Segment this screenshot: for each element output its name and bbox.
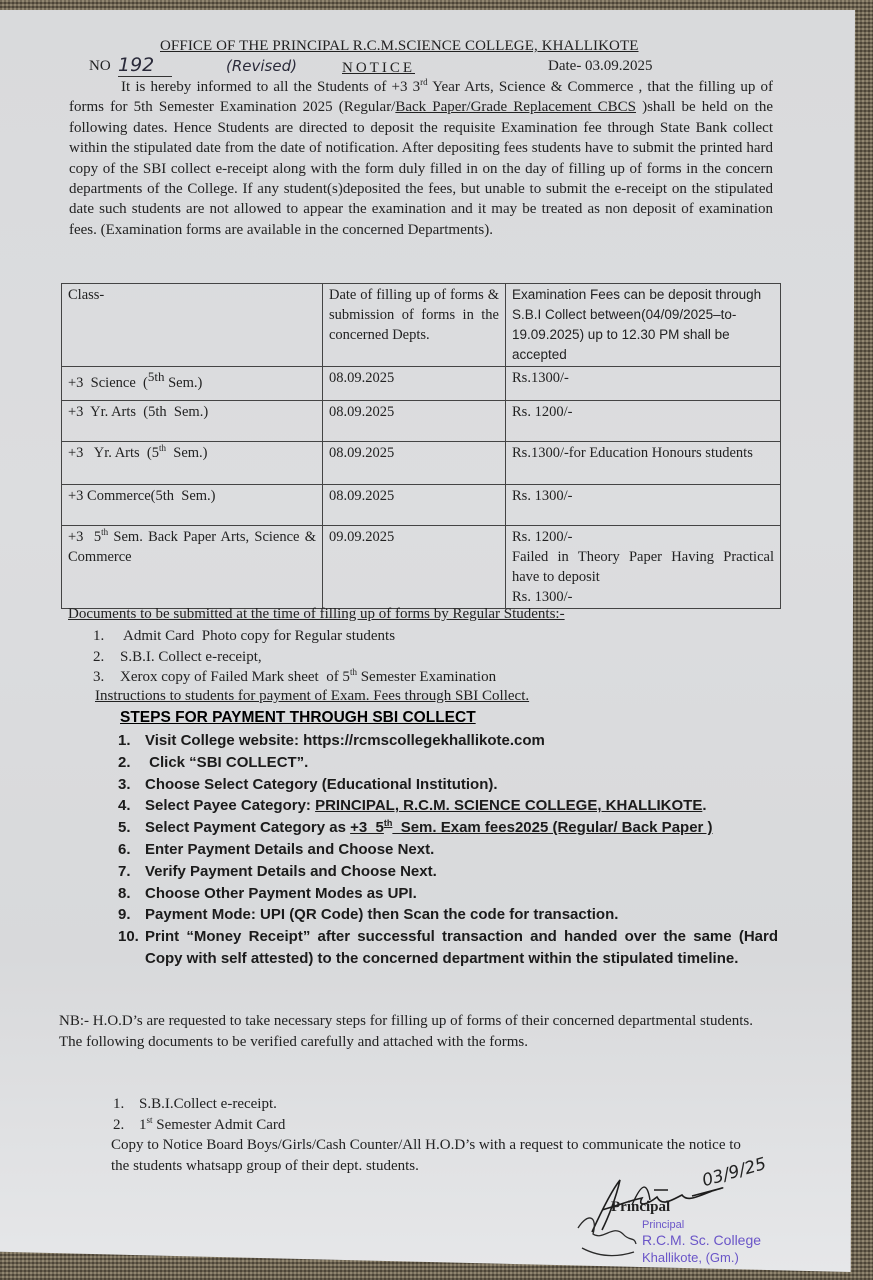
step-number: 7. <box>118 862 131 880</box>
copy-to-note: Copy to Notice Board Boys/Girls/Cash Counter/All H.O.D’s with a request to communicate the notice to the students whatsapp group of their dept. students. <box>111 1137 741 1174</box>
class-sup: th <box>101 527 109 538</box>
row-fee: Rs.1300/-for Education Honours students <box>506 442 781 485</box>
row-fee: Rs.1300/- <box>506 367 781 401</box>
class-text: +3 Yr. Arts (5 <box>68 445 160 461</box>
step-number: 3. <box>118 775 131 793</box>
instructions-heading: Instructions to students for payment of Exam. Fees through SBI Collect. <box>95 688 530 704</box>
step-text <box>145 817 778 839</box>
stamp-line-1: Principal <box>642 1219 685 1231</box>
step-item <box>118 752 778 774</box>
stamp-line-2: R.C.M. Sc. College <box>642 1232 762 1248</box>
intro-paragraph <box>69 77 773 240</box>
item-text: Xerox copy of Failed Mark sheet of 5 <box>120 669 350 685</box>
revised-note: (Revised) <box>226 57 297 75</box>
class-text-end: Sem.) <box>166 445 208 461</box>
step-number: 1. <box>118 732 131 749</box>
step-number: 10. <box>118 928 139 946</box>
step-item <box>118 883 778 905</box>
item-number: 2. <box>113 1116 125 1133</box>
step-text-lead: Select Payee Category: <box>145 797 316 815</box>
row-date: 08.09.2025 <box>323 442 506 485</box>
step-text: Payment Mode: UPI (QR Code) then Scan the code for transaction. <box>145 906 619 924</box>
notice-number-value: 192 <box>118 54 172 77</box>
step-text: Visit College website: https://rcmscollegekhallikote.com <box>145 732 545 749</box>
step-number: 9. <box>118 906 131 924</box>
table-row <box>62 367 781 401</box>
fee-extra: Rs. 1300/- <box>512 589 573 605</box>
row-date: 08.09.2025 <box>323 401 506 442</box>
row-date: 08.09.2025 <box>323 485 506 526</box>
intro-underlined: Back Paper/Grade Replacement CBCS <box>395 99 637 116</box>
college-stamp <box>640 1219 840 1275</box>
class-text-end: Sem. Back Paper Arts, Science & Commerce <box>68 529 317 565</box>
step-text: Print “Money Receipt” after successful transaction and handed over the same (Hard Copy with self attested) to the concerned department within the stipulated timeline. <box>145 928 778 967</box>
payment-steps-list <box>118 730 778 970</box>
step-text: Choose Select Category (Educational Institution). <box>145 775 498 793</box>
step-item <box>118 926 778 970</box>
class-text: +3 Science ( <box>68 375 148 391</box>
header-fees: Examination Fees can be deposit through S.B.I Collect between(04/09/2025–to- 19.09.2025) up to 12.30 PM shall be accepted <box>506 284 781 367</box>
item-text-end: Semester Examination <box>356 669 497 685</box>
item-sup: th <box>349 667 357 677</box>
header-class: Class- <box>62 284 323 367</box>
row-fee: Rs. 1200/- <box>506 401 781 442</box>
list-item <box>113 1115 285 1136</box>
step-text <box>145 795 778 817</box>
item-text-end: Semester Admit Card <box>152 1116 286 1133</box>
item-number: 1. <box>93 628 105 644</box>
payment-category-end: Sem. Exam fees2025 (Regular/ Back Paper ) <box>392 819 713 837</box>
notice-title: NOTICE <box>342 60 415 76</box>
item-number: 2. <box>93 648 105 665</box>
row-class <box>62 442 323 485</box>
class-text: +3 Commerce(5th Sem.) <box>68 488 216 504</box>
step-item <box>118 795 778 817</box>
step-number: 8. <box>118 884 131 902</box>
class-sup: th <box>159 443 167 454</box>
step-item <box>118 730 778 752</box>
hod-documents-list <box>113 1094 285 1135</box>
item-text: 1 <box>139 1116 147 1133</box>
office-title: OFFICE OF THE PRINCIPAL R.C.M.SCIENCE COLLEGE, KHALLIKOTE <box>160 38 639 54</box>
list-item <box>113 1094 285 1115</box>
fee-amount: Rs. 1200/- <box>512 529 573 545</box>
class-text-end: Sem.) <box>164 375 203 391</box>
row-class <box>62 526 323 609</box>
signature-date: 03/9/25 <box>700 1153 769 1192</box>
step-item <box>118 839 778 861</box>
fee-table <box>61 283 781 609</box>
step-item <box>118 861 778 883</box>
step-text: Click “SBI COLLECT”. <box>145 753 309 771</box>
step-item <box>118 904 778 926</box>
notice-date: Date- 03.09.2025 <box>548 58 653 74</box>
class-sup: 5th <box>147 369 165 385</box>
step-number: 6. <box>118 840 131 858</box>
step-text: Verify Payment Details and Choose Next. <box>145 862 437 880</box>
steps-heading: STEPS FOR PAYMENT THROUGH SBI COLLECT <box>120 709 476 726</box>
payee-category: PRINCIPAL, R.C.M. SCIENCE COLLEGE, KHALLIKOTE <box>315 797 703 815</box>
fee-note: Failed in Theory Paper Having Practical have to deposit <box>512 549 774 585</box>
step-item <box>118 817 778 839</box>
nb-paragraph: NB:- H.O.D’s are requested to take necessary steps for filling up of forms of their concerned departmental students. The following documents to be verified carefully and attached with the forms. <box>59 1013 753 1050</box>
step-text: Choose Other Payment Modes as UPI. <box>145 884 417 902</box>
class-text: +3 5 <box>68 529 102 545</box>
class-text: +3 Yr. Arts (5th Sem.) <box>68 404 209 420</box>
step-number: 4. <box>118 797 131 815</box>
row-date: 08.09.2025 <box>323 367 506 401</box>
row-class <box>62 401 323 442</box>
header-date: Date of filling up of forms & submission of forms in the concerned Depts. <box>323 284 506 367</box>
step-text-end: . <box>702 797 707 815</box>
step-text-lead: Select Payment Category as <box>145 819 351 837</box>
table-header-row <box>62 284 781 367</box>
stamp-line-3: Khallikote, (Gm.) <box>642 1250 739 1265</box>
item-number: 1. <box>113 1096 125 1112</box>
notice-number-label: NO <box>89 58 111 74</box>
step-number: 5. <box>118 819 131 837</box>
row-fee: Rs. 1300/- <box>506 485 781 526</box>
payment-category-sup: th <box>383 818 393 829</box>
step-item <box>118 774 778 796</box>
table-row <box>62 526 781 609</box>
row-class <box>62 485 323 526</box>
item-sup: st <box>146 1114 153 1125</box>
step-text: Enter Payment Details and Choose Next. <box>145 840 435 858</box>
row-date: 09.09.2025 <box>323 526 506 609</box>
item-text: S.B.I.Collect e-receipt. <box>139 1096 277 1112</box>
table-row <box>62 485 781 526</box>
step-number: 2. <box>118 753 131 771</box>
item-text: S.B.I. Collect e-receipt, <box>120 648 262 665</box>
documents-list <box>93 626 496 688</box>
row-fee <box>506 526 781 609</box>
list-item <box>93 667 496 688</box>
table-row <box>62 401 781 442</box>
intro-text-1: It is hereby informed to all the Students of +3 3 <box>121 79 421 95</box>
table-row <box>62 442 781 485</box>
documents-heading: Documents to be submitted at the time of filling up of forms by Regular Students:- <box>68 606 565 622</box>
principal-label: Principal <box>611 1199 671 1215</box>
intro-text-2: Year Arts, Science & Commerce , that the filling up of forms for 5th Semester Examination 2025 (Regular/ <box>69 79 774 116</box>
payment-category: +3 5 <box>350 819 384 837</box>
intro-sup: rd <box>420 77 428 87</box>
item-number: 3. <box>93 669 105 685</box>
intro-text-3: )shall be held on the following dates. Hence Students are directed to deposit the requisite Examination fee through State Bank collect within the stipulated date from the date of notification. After depositing fees students have to submit the printed hard copy of the SBI collect e-receipt along with the form duly filled in on the day of filling up of forms in the concern departments of the College. If any student(s)deposited the fees, but unable to submit the e-receipt on the stipulated date such students are not allowed to appear the examination and it may be treated as non deposit of examination fees. (Examination forms are available in the concerned Departments). <box>69 99 774 238</box>
list-item <box>93 626 496 647</box>
row-class <box>62 367 323 401</box>
list-item <box>93 647 496 668</box>
item-text: Admit Card Photo copy for Regular students <box>123 628 396 644</box>
